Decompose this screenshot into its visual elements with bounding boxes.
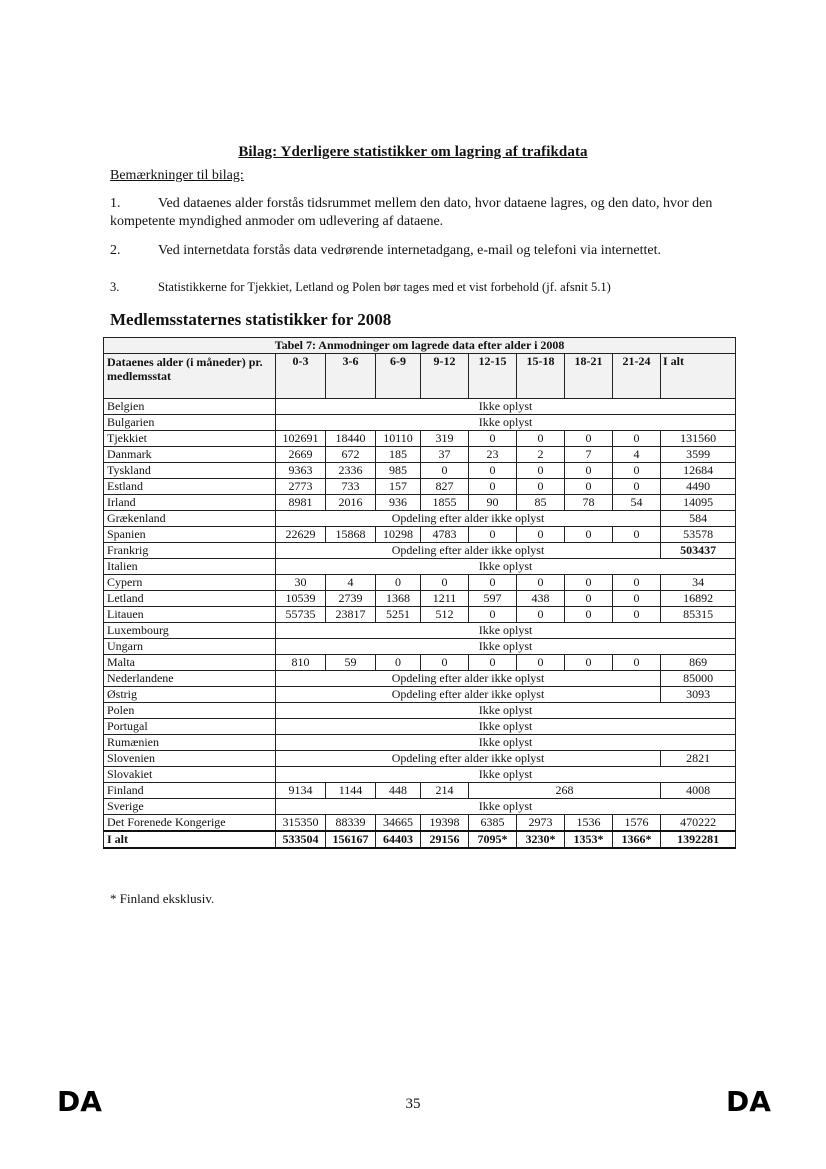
span-note-cell: Ikke oplyst	[276, 639, 736, 655]
value-cell: 22629	[276, 527, 326, 543]
value-cell: 1855	[421, 495, 469, 511]
note-number: 3.	[110, 280, 120, 294]
value-cell: 810	[276, 655, 326, 671]
merged-value-cell: 268	[469, 783, 661, 799]
value-cell: 37	[421, 447, 469, 463]
value-cell: 597	[469, 591, 517, 607]
note-number: 1.	[110, 196, 121, 211]
value-cell: 90	[469, 495, 517, 511]
page-number: 35	[405, 1096, 421, 1112]
note-text: Ved dataenes alder forstås tidsrummet mellem den dato, hvor dataene lagres, og den dato, hvor den kompetente myndighed anmoder om udlevering af dataene.	[110, 196, 713, 229]
table-row	[104, 783, 736, 799]
total-cell: 53578	[661, 527, 736, 543]
country-cell: Frankrig	[104, 543, 276, 559]
value-cell: 0	[613, 655, 661, 671]
country-cell: Belgien	[104, 399, 276, 415]
span-note-cell: Opdeling efter alder ikke oplyst	[276, 751, 661, 767]
table-row	[104, 751, 736, 767]
table-row	[104, 591, 736, 607]
column-header: I alt	[661, 354, 736, 399]
span-note-cell: Ikke oplyst	[276, 703, 736, 719]
value-cell: 0	[565, 591, 613, 607]
value-cell: 0	[421, 463, 469, 479]
total-cell: 3599	[661, 447, 736, 463]
column-header: 9-12	[421, 354, 469, 399]
span-note-cell: Opdeling efter alder ikke oplyst	[276, 543, 661, 559]
value-cell: 0	[421, 655, 469, 671]
value-cell: 985	[376, 463, 421, 479]
value-cell: 9363	[276, 463, 326, 479]
country-cell: Finland	[104, 783, 276, 799]
total-value-cell: 3230*	[517, 831, 565, 848]
total-cell: 584	[661, 511, 736, 527]
value-cell: 0	[517, 431, 565, 447]
value-cell: 19398	[421, 815, 469, 832]
row-header-text: Dataenes alder (i måneder) pr. medlemsstat	[107, 355, 263, 383]
value-cell: 54	[613, 495, 661, 511]
total-cell: 3093	[661, 687, 736, 703]
value-cell: 0	[565, 655, 613, 671]
value-cell: 0	[613, 527, 661, 543]
total-value-cell: 1353*	[565, 831, 613, 848]
value-cell: 0	[613, 431, 661, 447]
table-row	[104, 767, 736, 783]
table-row	[104, 815, 736, 832]
table-row	[104, 575, 736, 591]
country-cell: Estland	[104, 479, 276, 495]
value-cell: 0	[469, 527, 517, 543]
span-note-cell: Opdeling efter alder ikke oplyst	[276, 671, 661, 687]
value-cell: 0	[613, 575, 661, 591]
total-cell: 12684	[661, 463, 736, 479]
total-value-cell: 156167	[326, 831, 376, 848]
value-cell: 10298	[376, 527, 421, 543]
span-note-cell: Ikke oplyst	[276, 767, 736, 783]
total-cell: 503437	[661, 543, 736, 559]
value-cell: 0	[376, 575, 421, 591]
value-cell: 0	[613, 463, 661, 479]
value-cell: 4783	[421, 527, 469, 543]
section-heading: Medlemsstaternes statistikker for 2008	[110, 310, 392, 329]
total-cell: 16892	[661, 591, 736, 607]
table-header-row	[104, 354, 736, 399]
table-row	[104, 719, 736, 735]
table-row	[104, 495, 736, 511]
span-note-cell: Ikke oplyst	[276, 415, 736, 431]
value-cell: 0	[469, 655, 517, 671]
value-cell: 733	[326, 479, 376, 495]
statistics-table-container	[103, 337, 736, 849]
country-cell: Danmark	[104, 447, 276, 463]
value-cell: 315350	[276, 815, 326, 832]
value-cell: 15868	[326, 527, 376, 543]
value-cell: 214	[421, 783, 469, 799]
value-cell: 34665	[376, 815, 421, 832]
table-row	[104, 479, 736, 495]
note-number: 2.	[110, 243, 121, 258]
value-cell: 0	[613, 591, 661, 607]
value-cell: 0	[376, 655, 421, 671]
table-row	[104, 543, 736, 559]
table-row	[104, 527, 736, 543]
column-header: 21-24	[613, 354, 661, 399]
total-value-cell: 64403	[376, 831, 421, 848]
table-row	[104, 607, 736, 623]
country-cell: Luxembourg	[104, 623, 276, 639]
value-cell: 2773	[276, 479, 326, 495]
table-row	[104, 799, 736, 815]
column-header: 3-6	[326, 354, 376, 399]
value-cell: 1144	[326, 783, 376, 799]
total-cell: 4008	[661, 783, 736, 799]
total-cell: 4490	[661, 479, 736, 495]
table-row	[104, 399, 736, 415]
value-cell: 438	[517, 591, 565, 607]
value-cell: 185	[376, 447, 421, 463]
country-cell: Rumænien	[104, 735, 276, 751]
note-text: Statistikkerne for Tjekkiet, Letland og Polen bør tages med et vist forbehold (jf. afsnit 5.1)	[158, 280, 611, 294]
value-cell: 1368	[376, 591, 421, 607]
value-cell: 2739	[326, 591, 376, 607]
value-cell: 827	[421, 479, 469, 495]
value-cell: 0	[565, 479, 613, 495]
total-value-cell: 1392281	[661, 831, 736, 848]
span-note-cell: Ikke oplyst	[276, 799, 736, 815]
country-cell: Portugal	[104, 719, 276, 735]
remarks-heading: Bemærkninger til bilag:	[110, 168, 244, 183]
value-cell: 1576	[613, 815, 661, 832]
value-cell: 18440	[326, 431, 376, 447]
value-cell: 55735	[276, 607, 326, 623]
value-cell: 319	[421, 431, 469, 447]
total-label: I alt	[104, 831, 276, 848]
value-cell: 4	[326, 575, 376, 591]
value-cell: 0	[517, 463, 565, 479]
total-cell: 869	[661, 655, 736, 671]
country-cell: Italien	[104, 559, 276, 575]
total-row	[104, 831, 736, 848]
language-code-right: DA	[726, 1085, 771, 1118]
value-cell: 23817	[326, 607, 376, 623]
footnote: * Finland eksklusiv.	[110, 891, 215, 906]
value-cell: 59	[326, 655, 376, 671]
table-caption: Tabel 7: Anmodninger om lagrede data efter alder i 2008	[104, 338, 736, 354]
total-cell: 14095	[661, 495, 736, 511]
country-cell: Irland	[104, 495, 276, 511]
column-header: 18-21	[565, 354, 613, 399]
value-cell: 10539	[276, 591, 326, 607]
value-cell: 2669	[276, 447, 326, 463]
total-value-cell: 7095*	[469, 831, 517, 848]
value-cell: 78	[565, 495, 613, 511]
value-cell: 0	[565, 527, 613, 543]
value-cell: 7	[565, 447, 613, 463]
value-cell: 512	[421, 607, 469, 623]
span-note-cell: Ikke oplyst	[276, 399, 736, 415]
value-cell: 1536	[565, 815, 613, 832]
table-row	[104, 511, 736, 527]
total-value-cell: 533504	[276, 831, 326, 848]
value-cell: 102691	[276, 431, 326, 447]
total-value-cell: 1366*	[613, 831, 661, 848]
value-cell: 0	[469, 607, 517, 623]
value-cell: 0	[565, 463, 613, 479]
value-cell: 0	[469, 431, 517, 447]
table-row	[104, 687, 736, 703]
table-row	[104, 703, 736, 719]
value-cell: 30	[276, 575, 326, 591]
value-cell: 0	[469, 463, 517, 479]
value-cell: 23	[469, 447, 517, 463]
country-cell: Sverige	[104, 799, 276, 815]
language-code-left: DA	[57, 1085, 102, 1118]
country-cell: Østrig	[104, 687, 276, 703]
column-header: 12-15	[469, 354, 517, 399]
value-cell: 0	[517, 655, 565, 671]
table-row	[104, 415, 736, 431]
total-cell: 34	[661, 575, 736, 591]
value-cell: 0	[421, 575, 469, 591]
country-cell: Tyskland	[104, 463, 276, 479]
value-cell: 0	[469, 479, 517, 495]
value-cell: 448	[376, 783, 421, 799]
table-body	[104, 399, 736, 849]
table-row	[104, 639, 736, 655]
value-cell: 936	[376, 495, 421, 511]
value-cell: 0	[565, 431, 613, 447]
row-header	[104, 354, 276, 399]
country-cell: Slovakiet	[104, 767, 276, 783]
country-cell: Grækenland	[104, 511, 276, 527]
value-cell: 8981	[276, 495, 326, 511]
note-text: Ved internetdata forstås data vedrørende internetadgang, e-mail og telefoni via internettet.	[158, 243, 662, 258]
value-cell: 157	[376, 479, 421, 495]
value-cell: 0	[517, 479, 565, 495]
value-cell: 2336	[326, 463, 376, 479]
value-cell: 0	[613, 607, 661, 623]
value-cell: 2	[517, 447, 565, 463]
country-cell: Polen	[104, 703, 276, 719]
value-cell: 0	[565, 607, 613, 623]
note-2	[110, 242, 722, 260]
note-3	[110, 278, 722, 296]
table-row	[104, 735, 736, 751]
table-row	[104, 431, 736, 447]
table-row	[104, 623, 736, 639]
total-cell: 2821	[661, 751, 736, 767]
country-cell: Cypern	[104, 575, 276, 591]
span-note-cell: Opdeling efter alder ikke oplyst	[276, 511, 661, 527]
value-cell: 0	[565, 575, 613, 591]
value-cell: 0	[517, 575, 565, 591]
value-cell: 10110	[376, 431, 421, 447]
span-note-cell: Ikke oplyst	[276, 719, 736, 735]
value-cell: 0	[517, 607, 565, 623]
value-cell: 1211	[421, 591, 469, 607]
value-cell: 4	[613, 447, 661, 463]
value-cell: 85	[517, 495, 565, 511]
total-cell: 85315	[661, 607, 736, 623]
country-cell: Spanien	[104, 527, 276, 543]
value-cell: 6385	[469, 815, 517, 832]
span-note-cell: Opdeling efter alder ikke oplyst	[276, 687, 661, 703]
value-cell: 0	[613, 479, 661, 495]
total-cell: 131560	[661, 431, 736, 447]
country-cell: Bulgarien	[104, 415, 276, 431]
page-title: Bilag: Yderligere statistikker om lagring af trafikdata	[238, 144, 588, 160]
table-row	[104, 447, 736, 463]
country-cell: Tjekkiet	[104, 431, 276, 447]
table-row	[104, 655, 736, 671]
table-row	[104, 463, 736, 479]
value-cell: 672	[326, 447, 376, 463]
value-cell: 5251	[376, 607, 421, 623]
statistics-table	[103, 337, 736, 849]
total-cell: 85000	[661, 671, 736, 687]
value-cell: 88339	[326, 815, 376, 832]
value-cell: 2016	[326, 495, 376, 511]
total-cell: 470222	[661, 815, 736, 832]
value-cell: 0	[469, 575, 517, 591]
country-cell: Det Forenede Kongerige	[104, 815, 276, 832]
country-cell: Nederlandene	[104, 671, 276, 687]
total-value-cell: 29156	[421, 831, 469, 848]
span-note-cell: Ikke oplyst	[276, 623, 736, 639]
value-cell: 0	[517, 527, 565, 543]
value-cell: 9134	[276, 783, 326, 799]
table-row	[104, 671, 736, 687]
table-row	[104, 559, 736, 575]
span-note-cell: Ikke oplyst	[276, 559, 736, 575]
country-cell: Slovenien	[104, 751, 276, 767]
country-cell: Letland	[104, 591, 276, 607]
country-cell: Ungarn	[104, 639, 276, 655]
span-note-cell: Ikke oplyst	[276, 735, 736, 751]
country-cell: Malta	[104, 655, 276, 671]
country-cell: Litauen	[104, 607, 276, 623]
note-1	[110, 195, 722, 231]
column-header: 0-3	[276, 354, 326, 399]
column-header: 15-18	[517, 354, 565, 399]
value-cell: 2973	[517, 815, 565, 832]
column-header: 6-9	[376, 354, 421, 399]
